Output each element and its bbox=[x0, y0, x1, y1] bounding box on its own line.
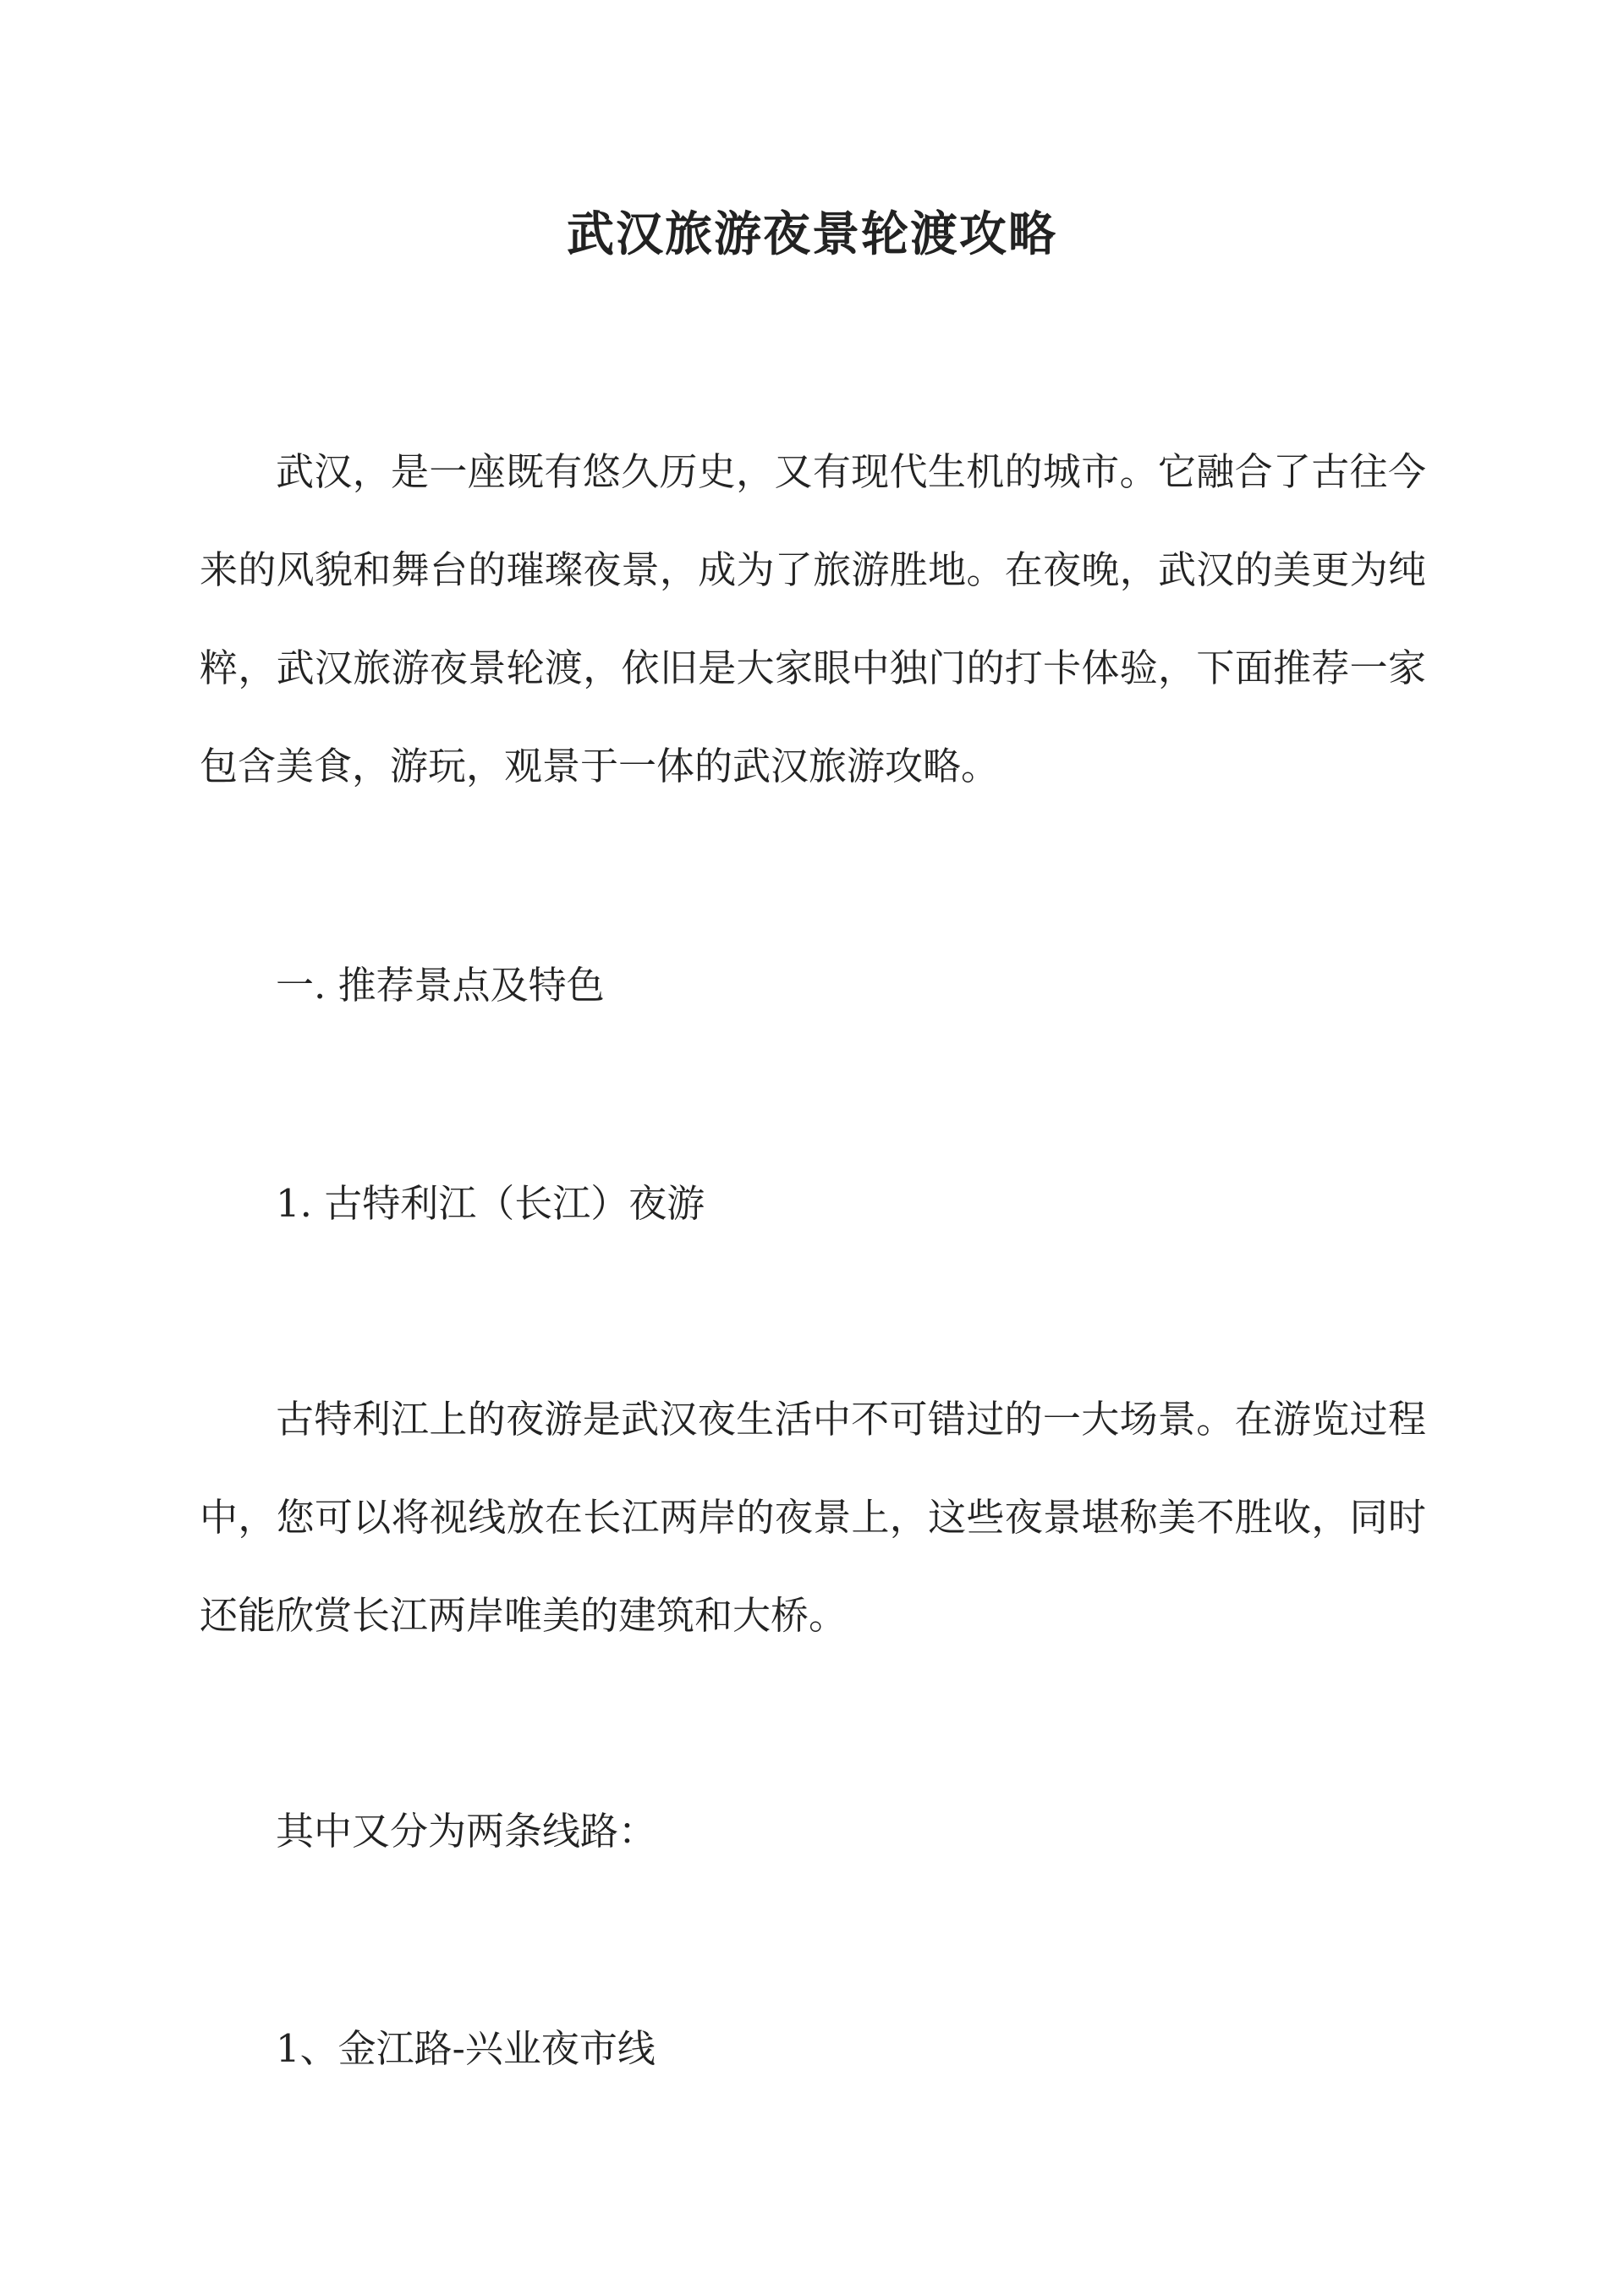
subsection-heading: 1. 古特利江（长江）夜游 bbox=[276, 1181, 705, 1226]
intro-paragraph: 武汉，是一座既有悠久历史，又有现代生机的城市。它融合了古往今来的风貌和舞台的璀璨夜景，成为了旅游胜地。在夜晚，武汉的美更为纯粹，武汉旅游夜景轮渡，依旧是大家眼中独门的打卡体验，下面推荐一家包含美食，游玩，观景于一体的武汉旅游攻略。 bbox=[200, 449, 1426, 788]
routes-intro: 其中又分为两条线路： bbox=[276, 1809, 657, 1854]
document-title: 武汉旅游夜景轮渡攻略 bbox=[567, 206, 1057, 262]
section-heading: 一. 推荐景点及特色 bbox=[276, 963, 605, 1008]
route-item: 1、金江路-兴业夜市线 bbox=[276, 2026, 656, 2071]
subsection-paragraph: 古特利江上的夜游是武汉夜生活中不可错过的一大场景。在游览过程中，您可以将视线放在长江两岸的夜景上，这些夜景堪称美不胜收，同时还能欣赏长江两岸唯美的建筑和大桥。 bbox=[200, 1397, 1426, 1638]
